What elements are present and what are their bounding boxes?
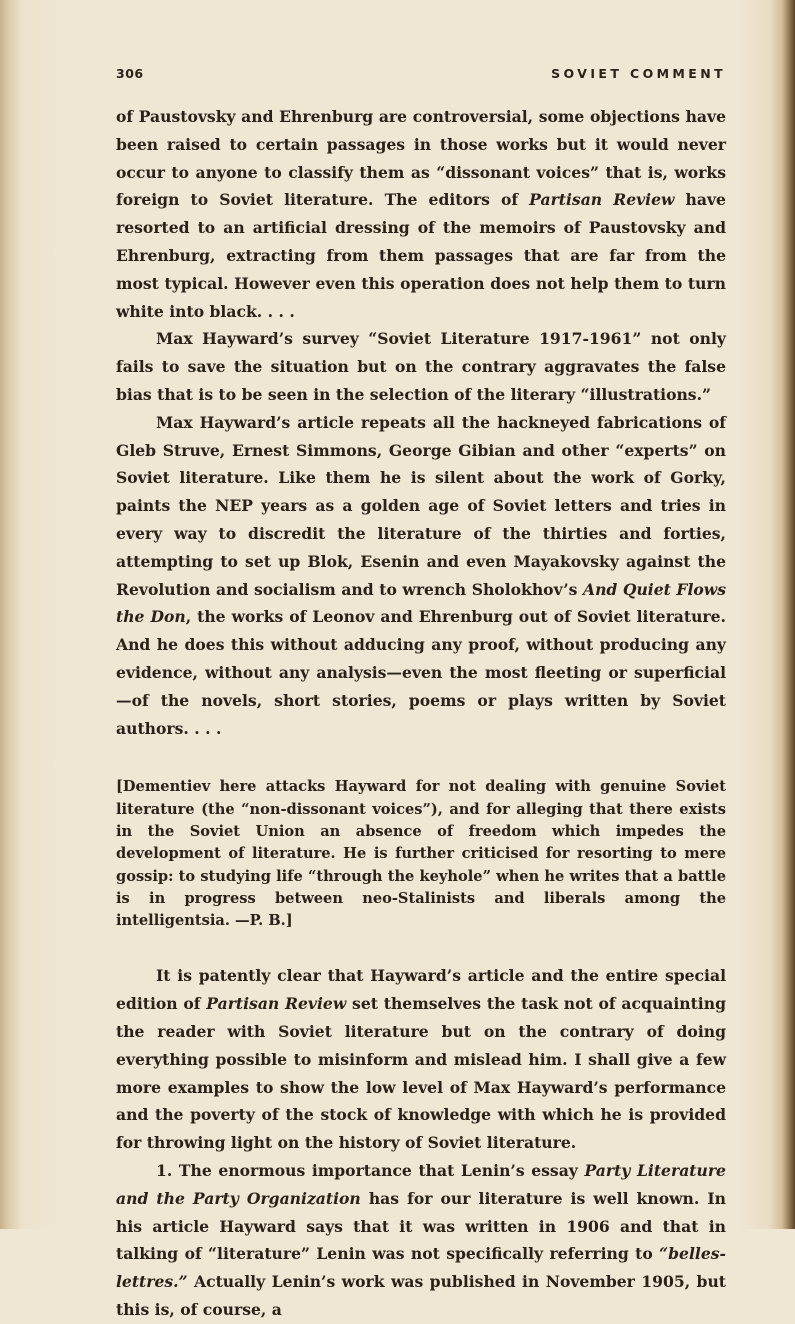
journal-title: Partisan Review bbox=[529, 190, 675, 210]
page-number: 306 bbox=[116, 66, 144, 81]
paragraph-continued bbox=[116, 103, 726, 325]
book-title: And Quiet Flows the Don bbox=[116, 579, 727, 627]
paragraph-text: has for our literature is well known. In his article Hayward says that it was written in 1906 and that in talking of “literature” Lenin was not specifically referring to bbox=[116, 1188, 726, 1264]
paragraph-text: have resorted to an artificial dressing of the memoirs of Paustovsky and Ehrenburg, extracting from them passages that are far from the most typical. However even this operation does not help them to turn white into black. . . . bbox=[116, 190, 726, 321]
paragraph-text: It is patently clear that Hayward’s article and the entire special edition of bbox=[116, 966, 726, 1014]
paragraph-patently-clear bbox=[116, 962, 726, 1157]
editor-note: [Dementiev here attacks Hayward for not dealing with genuine Soviet literature (the “non-dissonant voices”), and for alleging that there exists in the Soviet Union an absence of freedom which impedes the development of literature. He is further criticised for resorting to mere gossip: to studying life “through the keyhole” when he writes that a battle is in progress between neo-Stalinists and liberals among the intelligentsia. —P. B.] bbox=[116, 778, 726, 930]
term-belles-lettres: “belles-lettres.” bbox=[116, 1244, 726, 1292]
paragraph-text: Actually Lenin’s work was published in November 1905, but this is, of course, a bbox=[116, 1272, 726, 1319]
paragraph-text: , the works of Leonov and Ehrenburg out of Soviet literature. And he does this without adducing any proof, without producing any evidence, without any analysis—even the most fleeting or superficial—of the novels, short stories, poems or plays written by Soviet authors. . . . bbox=[116, 607, 726, 738]
paragraph-numbered-1 bbox=[116, 1157, 726, 1324]
paragraph-text: 1. The enormous importance that Lenin’s essay bbox=[156, 1160, 585, 1180]
paragraph-survey: Max Hayward’s survey “Soviet Literature 1917-1961” not only fails to save the situation but on the contrary aggravates the false bias that is to be seen in the selection of the literary “illustrations.” bbox=[116, 329, 726, 404]
essay-title: Party Literature and the Party Organization bbox=[116, 1160, 726, 1208]
running-title: SOVIET COMMENT bbox=[551, 66, 726, 81]
paragraph-text: of Paustovsky and Ehrenburg are controversial, some objections have been raised to certain passages in those works but it would never occur to anyone to classify them as “dissonant voices” that is, works foreign to Soviet literature. The editors of bbox=[116, 107, 726, 210]
running-head bbox=[116, 66, 726, 86]
journal-title: Partisan Review bbox=[206, 994, 347, 1014]
body-text bbox=[116, 103, 726, 1324]
paragraph-text: set themselves the task not of acquainting the reader with Soviet literature but on the contrary of doing everything possible to misinform and mislead him. I shall give a few more examples to show the low level of Max Hayward’s performance and the poverty of the stock of knowledge with which he is provided for throwing light on the history of Soviet literature. bbox=[116, 994, 726, 1153]
paragraph-text: Max Hayward’s article repeats all the hackneyed fabrications of Gleb Struve, Ernest Simmons, George Gibian and other “experts” on Soviet literature. Like them he is silent about the work of Gorky, paints the NEP years as a golden age of Soviet letters and tries in every way to discredit the literature of the thirties and forties, attempting to set up Blok, Esenin and even Mayakovsky against the Revolution and socialism and to wrench Sholokhov’s bbox=[116, 412, 726, 599]
paragraph-fabrications bbox=[116, 409, 726, 743]
